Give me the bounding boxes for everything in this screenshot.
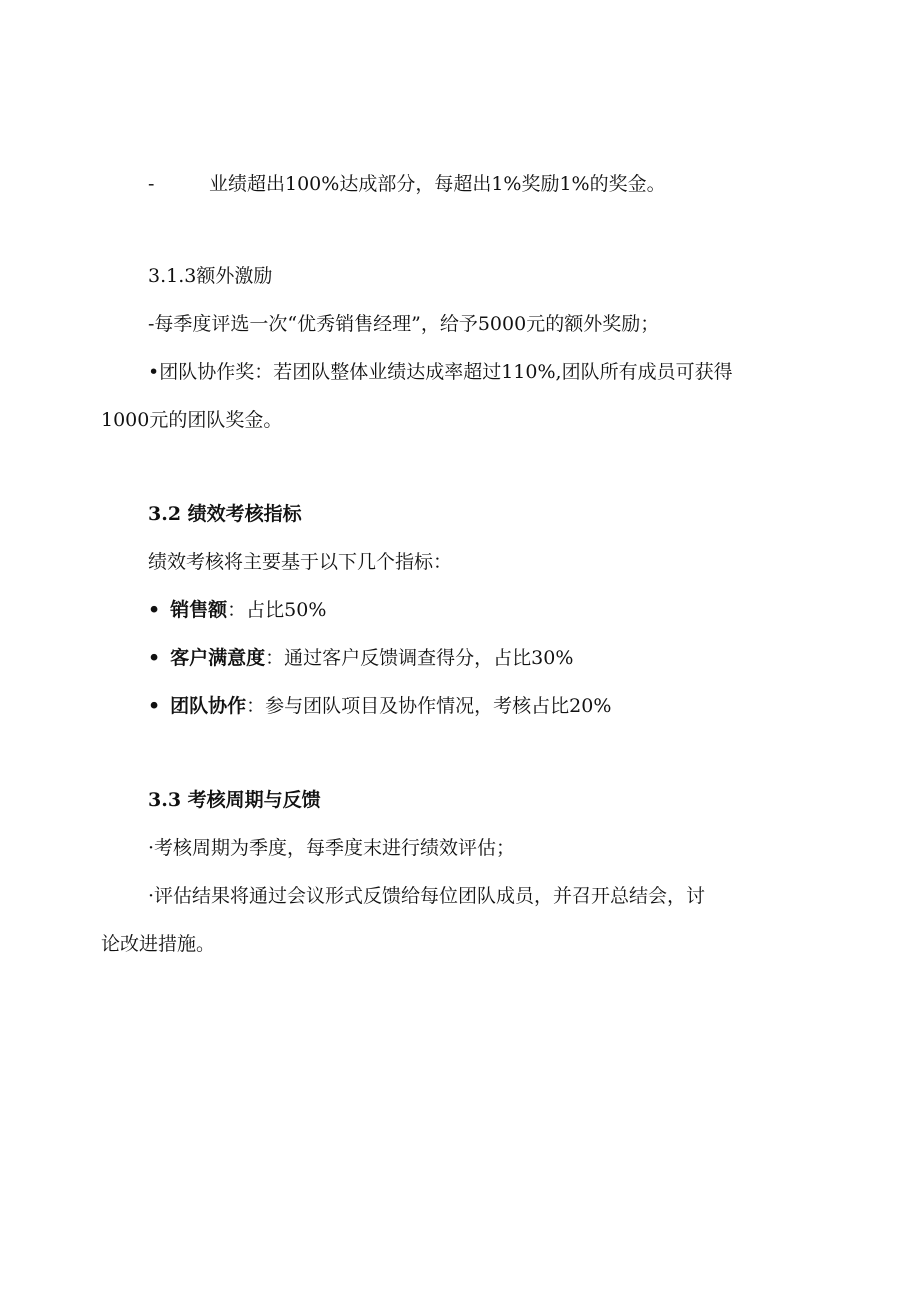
kpi-text: ：参与团队项目及协作情况，考核占比20% bbox=[246, 695, 612, 717]
extra-incentive-item-2: •团队协作奖：若团队整体业绩达成率超过110%,团队所有成员可获得 bbox=[148, 361, 733, 383]
bullet-icon: • bbox=[148, 647, 161, 669]
section-heading-3-1-3: 3.1.3额外激励 bbox=[148, 265, 273, 287]
section-heading-3-2: 3.2 绩效考核指标 bbox=[148, 503, 302, 525]
section-heading-3-3: 3.3 考核周期与反馈 bbox=[148, 789, 321, 811]
kpi-intro: 绩效考核将主要基于以下几个指标： bbox=[148, 551, 453, 573]
bullet-icon: • bbox=[148, 599, 161, 621]
bullet-icon: • bbox=[148, 695, 161, 717]
dash-marker: - bbox=[148, 173, 155, 195]
list-item bbox=[148, 693, 611, 719]
list-item bbox=[148, 645, 573, 671]
review-cycle-item-2-cont: 论改进措施。 bbox=[101, 933, 216, 955]
kpi-text: ：通过客户反馈调查得分，占比30% bbox=[265, 647, 574, 669]
extra-incentive-item-2-cont: 1000元的团队奖金。 bbox=[101, 409, 283, 431]
review-cycle-item-1: ·考核周期为季度，每季度末进行绩效评估； bbox=[148, 837, 516, 859]
review-cycle-item-2: ·评估结果将通过会议形式反馈给每位团队成员，并召开总结会，讨 bbox=[148, 885, 706, 907]
kpi-label: 客户满意度 bbox=[170, 647, 266, 669]
bonus-rule-text: 业绩超出100%达成部分，每超出1%奖励1%的奖金。 bbox=[209, 173, 666, 195]
list-item bbox=[148, 597, 326, 623]
kpi-label: 团队协作 bbox=[170, 695, 247, 717]
kpi-text: ：占比50% bbox=[227, 599, 327, 621]
kpi-label: 销售额 bbox=[170, 599, 228, 621]
extra-incentive-item-1: -每季度评选一次“优秀销售经理”，给予5000元的额外奖励； bbox=[148, 313, 660, 335]
